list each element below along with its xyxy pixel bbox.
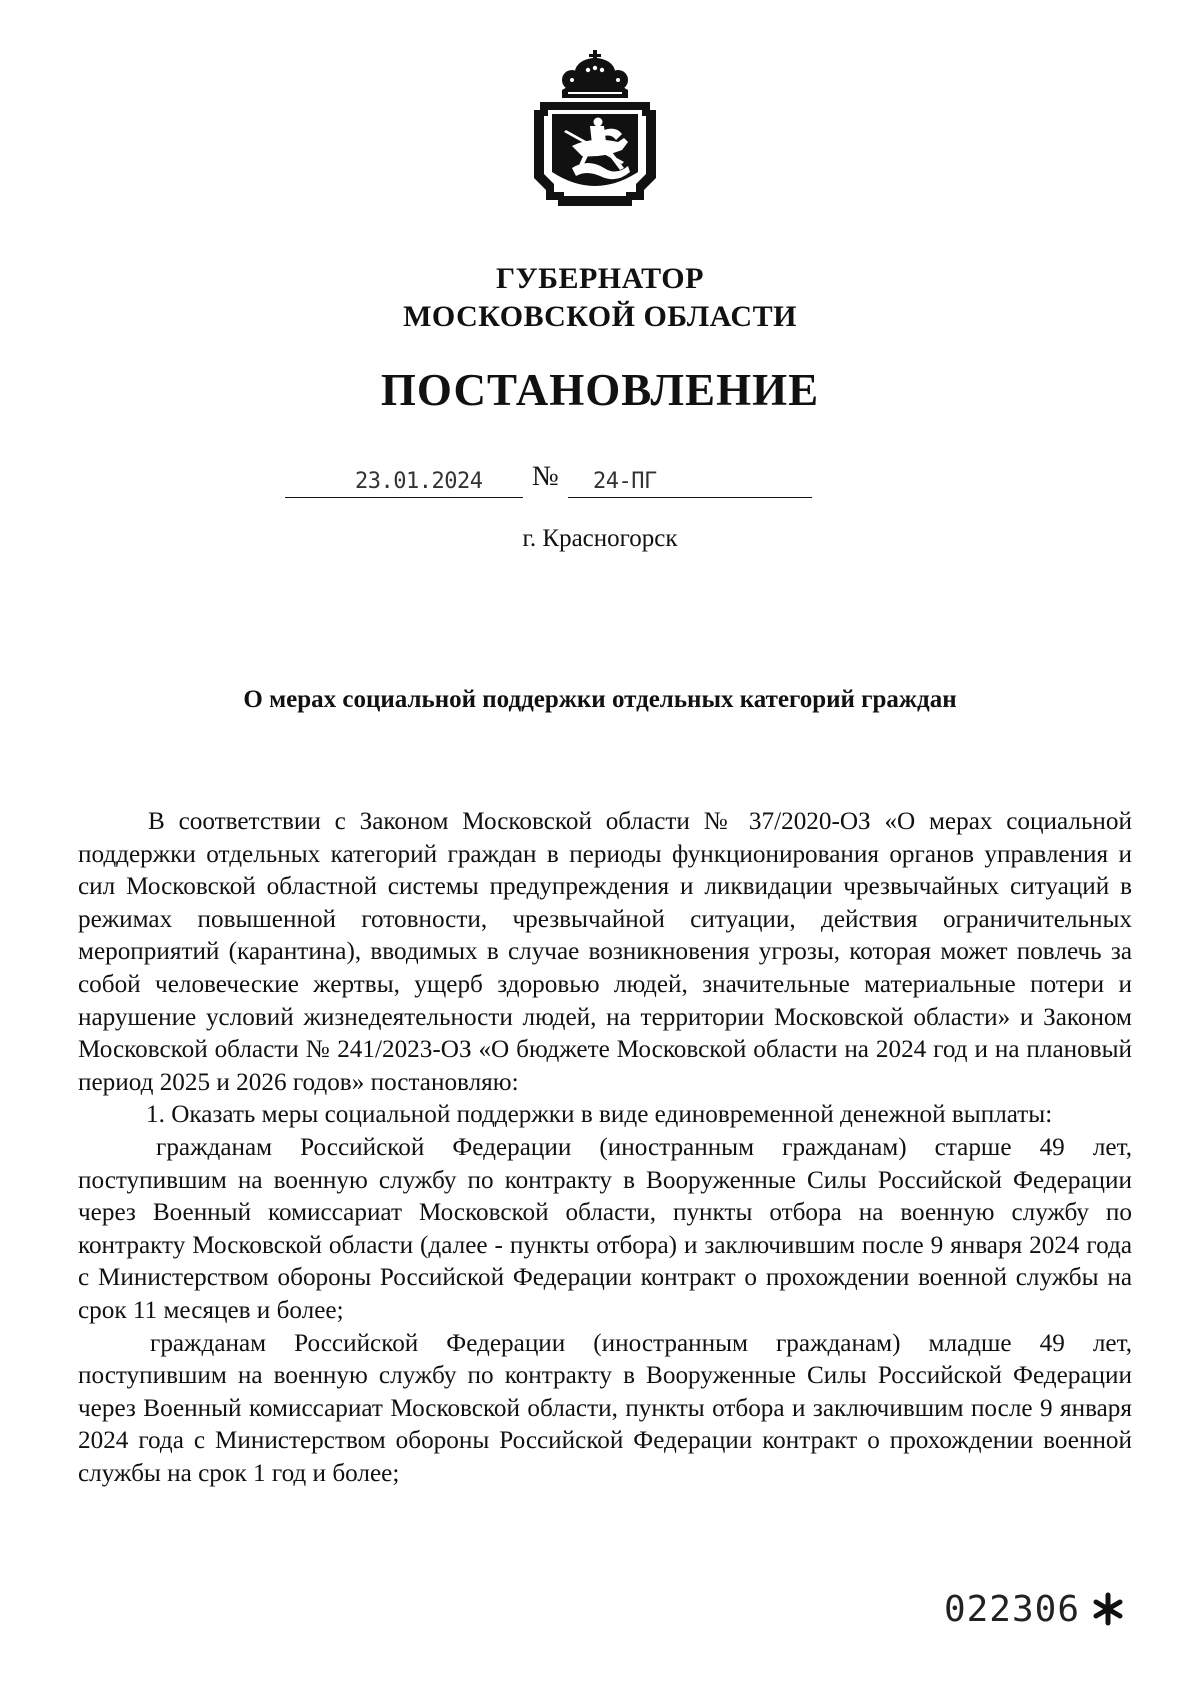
serial-stamp xyxy=(944,1587,1126,1631)
document-number: 24-ПГ xyxy=(593,469,657,494)
date-fill-line xyxy=(285,497,523,498)
serial-number: 022306 xyxy=(943,1588,1080,1630)
number-sign: № xyxy=(532,461,559,492)
document-title: О мерах социальной поддержки отдельных категорий граждан xyxy=(243,686,957,713)
issuer-title-line1: ГУБЕРНАТОР xyxy=(496,262,704,295)
moscow-oblast-coat-of-arms-icon xyxy=(532,50,658,213)
number-fill-line xyxy=(568,497,812,498)
clause-1-paragraph: 1. Оказать меры социальной поддержки в виде единовременной денежной выплаты: xyxy=(146,1101,1053,1129)
preamble-paragraph: В соответствии с Законом Московской области № 37/2020-ОЗ «О мерах социальной поддержки отдельных категорий граждан в периоды функционирования органов управления и сил Московской областной системы предупреждения и ликвидации чрезвычайных ситуаций в режимах повышенной готовности, чрезвычайной ситуации, действия ограничительных мероприятий (карантина), вводимых в случае возникновения угрозы, которая может повлечь за собой человеческие жертвы, ущерб здоровью людей, значительные материальные потери и нарушение условий жизнедеятельности людей, на территории Московской области» и Законом Московской области № 241/2023-ОЗ «О бюджете Московской области на 2024 год и на плановый период 2025 и 2026 годов» постановляю: xyxy=(78,808,1132,1096)
document-type-heading: ПОСТАНОВЛЕНИЕ xyxy=(380,365,820,415)
issue-city: г. Красногорск xyxy=(522,525,678,552)
document-date: 23.01.2024 xyxy=(355,469,483,494)
recipients-over-49-paragraph: гражданам Российской Федерации (иностранным гражданам) старше 49 лет, поступившим на военную службу по контракту в Вооруженные Силы Российской Федерации через Военный комиссариат Московской области, пункты отбора на военную службу по контракту Московской области (далее - пункты отбора) и заключившим после 9 января 2024 года с Министерством обороны Российской Федерации контракт о прохождении военной службы на срок 11 месяцев и более; xyxy=(78,1133,1132,1324)
document-body xyxy=(78,806,1132,1490)
recipients-under-49-paragraph: гражданам Российской Федерации (иностранным гражданам) младше 49 лет, поступившим на военную службу по контракту в Вооруженные Силы Российской Федерации через Военный комиссариат Московской области, пункты отбора и заключившим после 9 января 2024 года с Министерством обороны Российской Федерации контракт о прохождении военной службы на срок 1 год и более; xyxy=(78,1329,1132,1487)
asterisk-icon xyxy=(1090,1591,1126,1627)
issuer-title-line2: МОСКОВСКОЙ ОБЛАСТИ xyxy=(403,300,797,333)
